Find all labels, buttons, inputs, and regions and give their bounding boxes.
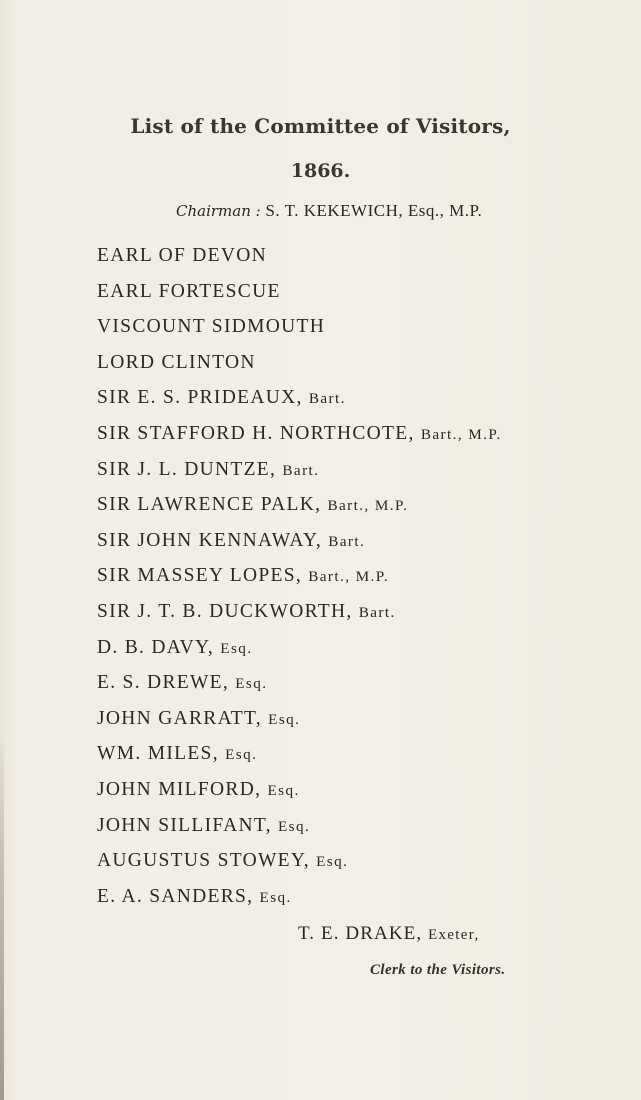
member-name: SIR JOHN KENNAWAY, bbox=[97, 529, 322, 551]
member-name: VISCOUNT SIDMOUTH bbox=[97, 316, 326, 338]
member-entry bbox=[97, 558, 502, 594]
member-name: WM. MILES, bbox=[97, 743, 219, 765]
signature-place: Exeter, bbox=[428, 927, 480, 943]
member-name: SIR MASSEY LOPES, bbox=[97, 565, 303, 587]
member-title-suffix: Bart. bbox=[358, 603, 396, 621]
member-title-suffix: Bart., M.P. bbox=[327, 497, 409, 515]
member-entry bbox=[97, 345, 502, 381]
member-entry bbox=[97, 274, 502, 310]
member-entry bbox=[97, 594, 502, 630]
member-title-suffix: Bart. bbox=[282, 461, 320, 479]
member-entry bbox=[97, 843, 502, 879]
member-name: EARL OF DEVON bbox=[97, 245, 268, 266]
chairman-label: Chairman : bbox=[176, 202, 261, 220]
year-heading: 1866. bbox=[290, 160, 351, 182]
member-entry bbox=[97, 630, 502, 666]
member-name: JOHN MILFORD, bbox=[97, 778, 262, 800]
member-name: SIR STAFFORD H. NORTHCOTE, bbox=[97, 422, 415, 444]
member-name: JOHN GARRATT, bbox=[97, 707, 262, 729]
member-name: SIR J. T. B. DUCKWORTH, bbox=[97, 600, 353, 622]
member-entry bbox=[97, 523, 502, 559]
committee-member-list bbox=[97, 238, 502, 914]
member-title-suffix: Esq. bbox=[235, 675, 268, 693]
member-name: E. S. DREWE, bbox=[97, 672, 230, 694]
member-title-suffix: Esq. bbox=[225, 746, 258, 764]
page-title: List of the Committee of Visitors, bbox=[130, 114, 511, 138]
member-title-suffix: Esq. bbox=[259, 888, 292, 906]
member-entry bbox=[97, 701, 502, 737]
member-title-suffix: Bart., M.P. bbox=[420, 425, 502, 443]
member-title-suffix: Esq. bbox=[268, 710, 301, 728]
chairman-name: S. T. KEKEWICH, Esq., M.P. bbox=[265, 201, 483, 220]
member-name: JOHN SILLIFANT, bbox=[97, 814, 272, 836]
member-entry bbox=[97, 772, 502, 808]
member-name: EARL FORTESCUE bbox=[97, 280, 281, 302]
member-entry bbox=[97, 808, 502, 844]
member-entry bbox=[97, 416, 502, 452]
member-name: E. A. SANDERS, bbox=[97, 885, 254, 907]
member-title-suffix: Bart. bbox=[328, 532, 366, 550]
member-name: AUGUSTUS STOWEY, bbox=[97, 850, 310, 872]
member-entry bbox=[97, 452, 502, 488]
page-edge-shadow bbox=[0, 730, 4, 1100]
chairman-line bbox=[176, 201, 482, 221]
member-title-suffix: Esq. bbox=[277, 817, 311, 835]
member-entry bbox=[97, 487, 502, 523]
member-entry bbox=[97, 665, 502, 701]
member-name: SIR LAWRENCE PALK, bbox=[97, 494, 322, 516]
member-name: D. B. DAVY, bbox=[97, 636, 215, 658]
member-title-suffix: Bart. bbox=[308, 390, 346, 408]
member-entry bbox=[97, 736, 502, 772]
member-name: SIR E. S. PRIDEAUX, bbox=[97, 387, 303, 409]
member-title-suffix: Bart., M.P. bbox=[308, 568, 390, 586]
member-name: LORD CLINTON bbox=[97, 351, 256, 373]
member-name: SIR J. L. DUNTZE, bbox=[97, 458, 277, 480]
member-title-suffix: Esq. bbox=[267, 781, 300, 799]
member-entry bbox=[97, 309, 502, 345]
clerk-title: Clerk to the Visitors. bbox=[370, 962, 506, 978]
member-title-suffix: Esq. bbox=[316, 853, 349, 871]
signature-name: T. E. DRAKE, bbox=[298, 923, 423, 944]
member-entry bbox=[97, 238, 502, 274]
member-entry bbox=[97, 380, 502, 416]
member-title-suffix: Esq. bbox=[220, 639, 253, 657]
signature-line bbox=[298, 923, 480, 945]
member-entry bbox=[97, 879, 502, 915]
